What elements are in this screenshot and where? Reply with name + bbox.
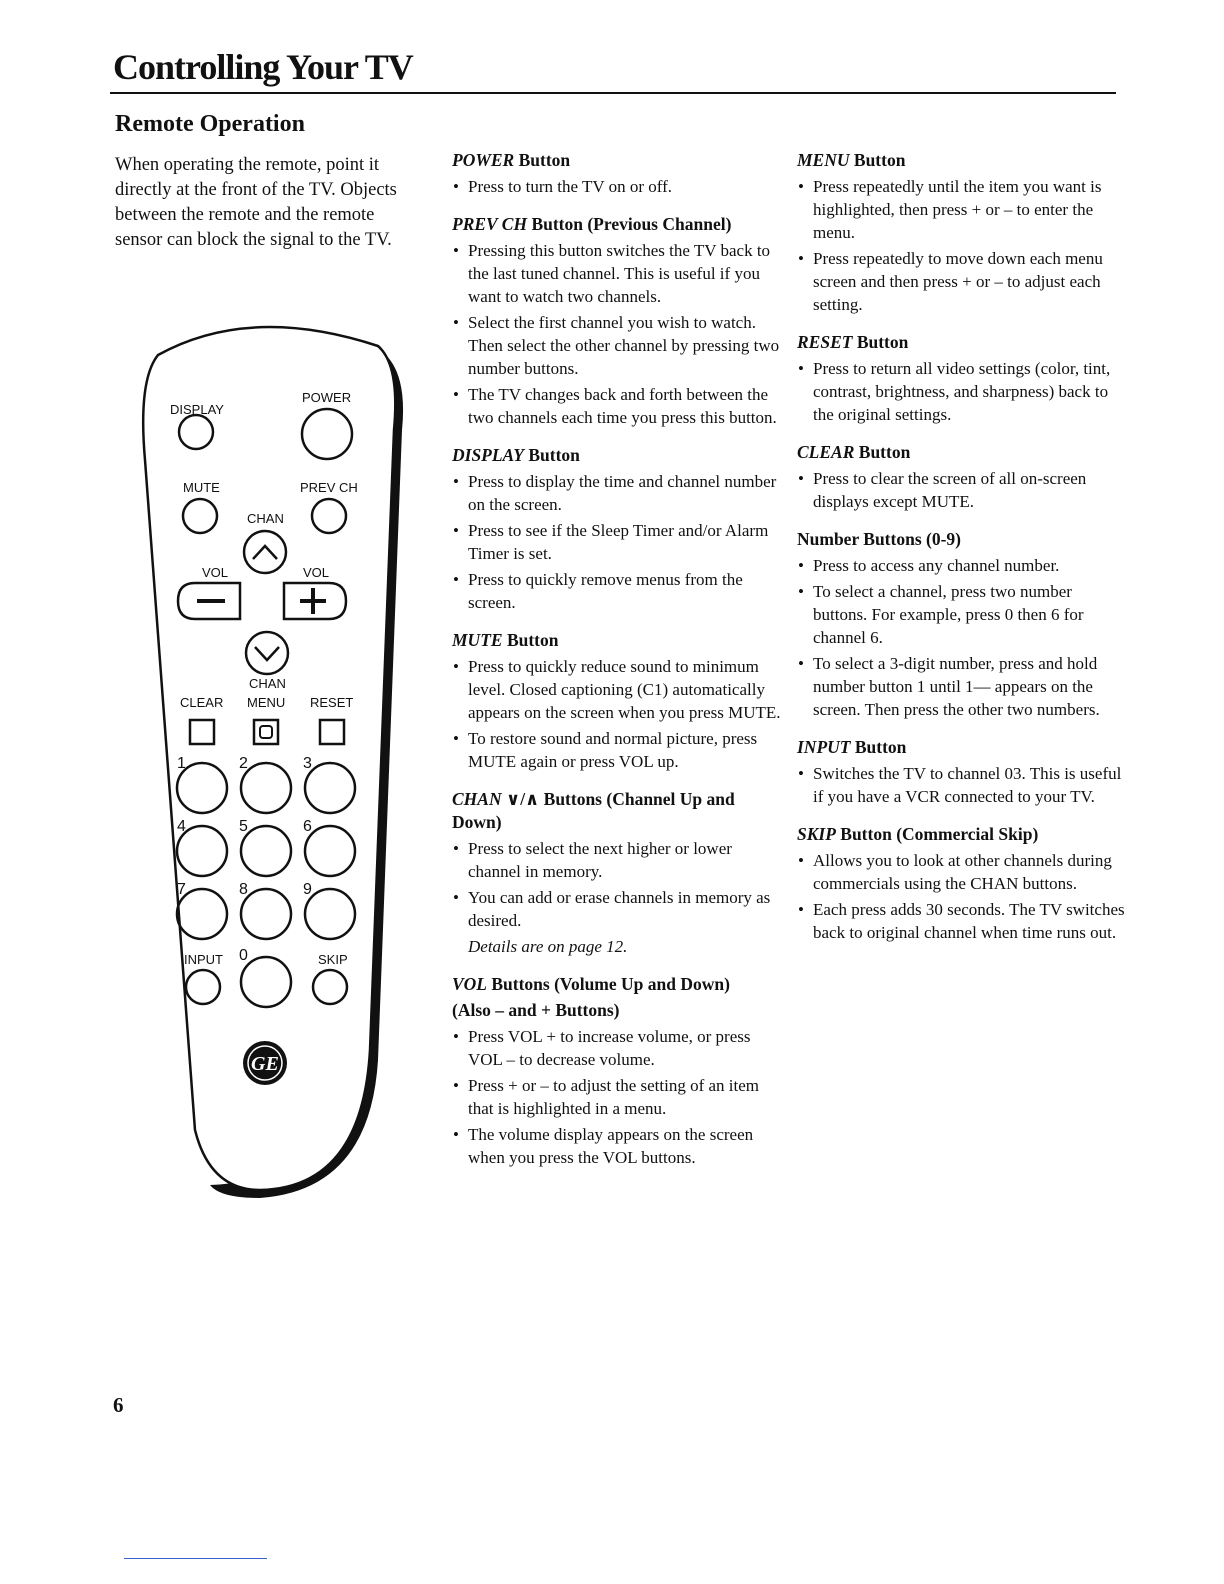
input-section <box>797 736 1127 808</box>
vol-subheading: (Also – and + Buttons) <box>452 1000 620 1020</box>
reset-section <box>797 331 1127 426</box>
list-item: • Press to access any channel number. <box>797 554 1127 577</box>
clear-section <box>797 441 1127 513</box>
power-heading <box>452 149 782 172</box>
digit-8-label: 8 <box>239 881 248 898</box>
clear-heading-rest: Button <box>854 442 911 462</box>
prev-ch-heading-rest: Button (Previous Channel) <box>527 214 732 234</box>
vol-heading <box>452 973 782 996</box>
chan-up-label: CHAN <box>247 511 284 526</box>
display-heading <box>452 444 782 467</box>
clear-heading-kw: CLEAR <box>797 442 855 462</box>
ge-logo-text: GE <box>251 1053 279 1075</box>
display-section <box>452 444 782 614</box>
prev-ch-heading-kw: PREV CH <box>452 214 528 234</box>
number-heading: Number Buttons (0-9) <box>797 529 961 549</box>
digit-3-label: 3 <box>303 755 312 772</box>
reset-heading-kw: RESET <box>797 332 853 352</box>
reset-heading-rest: Button <box>852 332 909 352</box>
input-label: INPUT <box>184 952 223 967</box>
list-item: • Allows you to look at other channels during commercials using the CHAN buttons. <box>797 849 1127 895</box>
reset-heading <box>797 331 1127 354</box>
reset-label: RESET <box>310 695 354 710</box>
chan-page-reference: Details are on page 12. <box>468 937 628 956</box>
input-heading-kw: INPUT <box>797 737 851 757</box>
chan-heading-rest: ∨/∧ Buttons (Channel Up and Down) <box>452 789 735 832</box>
vol-right-label: VOL <box>303 565 330 580</box>
display-heading-rest: Button <box>523 445 580 465</box>
clear-heading <box>797 441 1127 464</box>
mute-heading-rest: Button <box>502 630 559 650</box>
list-item: • Press to clear the screen of all on-screen displays except MUTE. <box>797 467 1127 513</box>
list-item: • You can add or erase channels in memory as desired. <box>452 886 782 932</box>
list-item: • Press VOL + to increase volume, or press VOL – to decrease volume. <box>452 1025 782 1071</box>
skip-section <box>797 823 1127 944</box>
list-item: • Press to select the next higher or lower channel in memory. <box>452 837 782 883</box>
list-item: • To restore sound and normal picture, press MUTE again or press VOL up. <box>452 727 782 773</box>
vol-heading-rest: Buttons (Volume Up and Down) <box>487 974 730 994</box>
power-heading-kw: POWER <box>452 150 515 170</box>
list-item: • Press to quickly remove menus from the screen. <box>452 568 782 614</box>
list-item: • Press to return all video settings (color, tint, contrast, brightness, and sharpness) back to the original settings. <box>797 357 1127 426</box>
display-heading-kw: DISPLAY <box>452 445 524 465</box>
skip-heading-kw: SKIP <box>797 824 836 844</box>
list-item: • Select the first channel you wish to watch. Then select the other channel by pressing two number buttons. <box>452 311 782 380</box>
intro-paragraph: When operating the remote, point it directly at the front of the TV. Objects between the remote and the remote sensor can block the signal to the TV. <box>115 155 397 250</box>
plus-icon-v <box>311 588 315 614</box>
page-number: 6 <box>113 1393 124 1417</box>
footer-rule <box>124 1558 267 1559</box>
page-title: Controlling Your TV <box>113 47 413 87</box>
power-label: POWER <box>302 390 352 405</box>
clear-label: CLEAR <box>180 695 224 710</box>
list-item: • Press to see if the Sleep Timer and/or Alarm Timer is set. <box>452 519 782 565</box>
digit-6-label: 6 <box>303 818 312 835</box>
list-item: • Press to display the time and channel number on the screen. <box>452 470 782 516</box>
input-heading <box>797 736 1127 759</box>
list-item: • Press to quickly reduce sound to minimum level. Closed captioning (C1) automatically appears on the screen when you press MUTE. <box>452 655 782 724</box>
list-item: • The volume display appears on the screen when you press the VOL buttons. <box>452 1123 782 1169</box>
skip-heading-rest: Button (Commercial Skip) <box>835 824 1039 844</box>
list-item: • Pressing this button switches the TV back to the last tuned channel. This is useful if you want to watch two channels. <box>452 239 782 308</box>
mute-heading <box>452 629 782 652</box>
mute-label: MUTE <box>183 480 220 495</box>
number-section <box>797 528 1127 721</box>
power-heading-rest: Button <box>514 150 571 170</box>
prev-ch-heading <box>452 213 782 236</box>
column-right <box>797 149 1127 959</box>
prev-ch-label: PREV CH <box>300 480 358 495</box>
vol-left-label: VOL <box>202 565 229 580</box>
menu-section <box>797 149 1127 316</box>
mute-section <box>452 629 782 773</box>
skip-heading <box>797 823 1127 846</box>
digit-1-label: 1 <box>177 755 186 772</box>
section-title: Remote Operation <box>115 111 305 137</box>
vol-heading-kw: VOL <box>452 974 487 994</box>
display-label: DISPLAY <box>170 402 224 417</box>
column-middle <box>452 149 782 1184</box>
remote-control-illustration <box>140 310 410 1205</box>
chan-heading <box>452 788 782 834</box>
menu-heading <box>797 149 1127 172</box>
digit-5-label: 5 <box>239 818 248 835</box>
chan-heading-kw: CHAN <box>452 789 502 809</box>
menu-heading-rest: Button <box>849 150 906 170</box>
skip-label: SKIP <box>318 952 348 967</box>
list-item: • To select a channel, press two number buttons. For example, press 0 then 6 for channel 6. <box>797 580 1127 649</box>
chan-down-label: CHAN <box>249 676 286 691</box>
list-item: • To select a 3-digit number, press and hold number button 1 until 1— appears on the screen. Then press the other two numbers. <box>797 652 1127 721</box>
list-item: • Press to turn the TV on or off. <box>452 175 782 198</box>
mute-heading-kw: MUTE <box>452 630 503 650</box>
list-item: • Each press adds 30 seconds. The TV switches back to original channel when time runs out. <box>797 898 1127 944</box>
chan-section <box>452 788 782 958</box>
list-item: • Press + or – to adjust the setting of an item that is highlighted in a menu. <box>452 1074 782 1120</box>
menu-heading-kw: MENU <box>797 150 850 170</box>
title-rule <box>110 92 1116 94</box>
list-item: • Press repeatedly until the item you want is highlighted, then press + or – to enter the menu. <box>797 175 1127 244</box>
list-item: • Switches the TV to channel 03. This is useful if you have a VCR connected to your TV. <box>797 762 1127 808</box>
power-section <box>452 149 782 198</box>
list-item: • The TV changes back and forth between the two channels each time you press this button. <box>452 383 782 429</box>
digit-4-label: 4 <box>177 818 186 835</box>
input-heading-rest: Button <box>850 737 907 757</box>
digit-9-label: 9 <box>303 881 312 898</box>
digit-7-label: 7 <box>177 881 186 898</box>
menu-label: MENU <box>247 695 286 710</box>
digit-0-label: 0 <box>239 947 248 964</box>
minus-icon <box>197 599 225 603</box>
list-item: • Press repeatedly to move down each menu screen and then press + or – to adjust each setting. <box>797 247 1127 316</box>
digit-2-label: 2 <box>239 755 248 772</box>
prev-ch-section <box>452 213 782 429</box>
vol-section <box>452 973 782 1169</box>
